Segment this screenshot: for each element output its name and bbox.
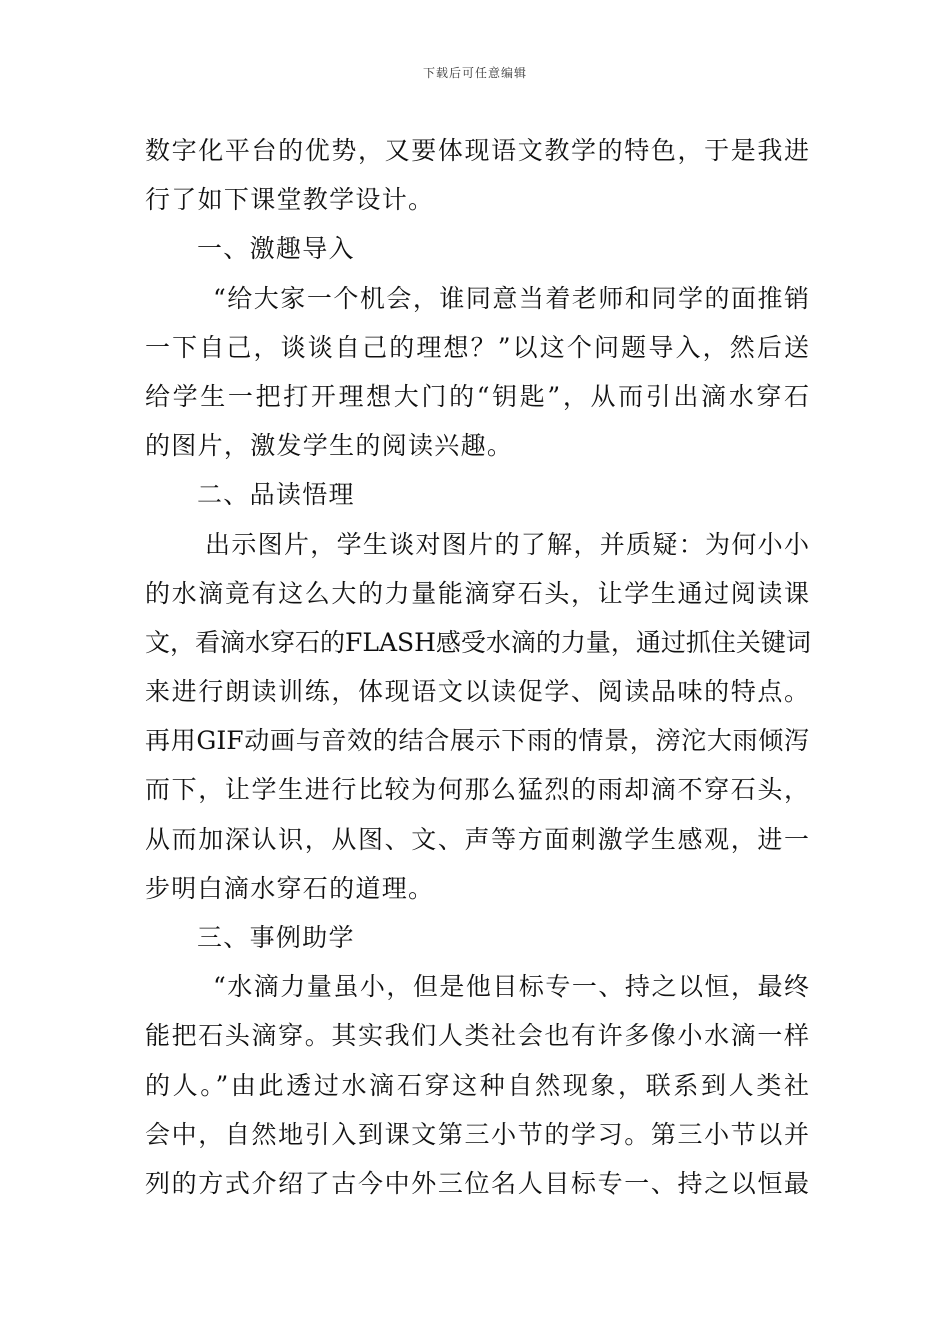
- text-line: “给大家一个机会，谁同意当着老师和同学的面推销: [213, 283, 809, 313]
- text-line: 一下自己，谈谈自己的理想？”以这个问题导入，然后送: [145, 332, 809, 362]
- text-line: 从而加深认识，从图、文、声等方面刺激学生感观，进一: [145, 824, 809, 854]
- text-line: 列的方式介绍了古今中外三位名人目标专一、持之以恒最: [145, 1168, 809, 1198]
- text-line: 数字化平台的优势，又要体现语文教学的特色，于是我进: [145, 136, 809, 165]
- page-header: 下载后可任意编辑: [422, 66, 527, 80]
- text-line: 出示图片，学生谈对图片的了解，并质疑：为何小小: [205, 529, 809, 559]
- text-line: 能把石头滴穿。其实我们人类社会也有许多像小水滴一样: [145, 1021, 809, 1051]
- text-line: 文，看滴水穿石的FLASH感受水滴的力量，通过抓住关键词: [145, 627, 811, 657]
- text-line: 来进行朗读训练，体现语文以读促学、阅读品味的特点。: [145, 677, 809, 707]
- section-heading: 三、事例助学: [197, 923, 355, 952]
- text-line: 给学生一把打开理想大门的“钥匙”，从而引出滴水穿石: [145, 381, 809, 411]
- section-heading: 一、激趣导入: [197, 234, 355, 264]
- section-heading: 二、品读悟理: [197, 480, 355, 510]
- text-line: 而下，让学生进行比较为何那么猛烈的雨却滴不穿石头，: [145, 775, 809, 805]
- text-line: 的人。”由此透过水滴石穿这种自然现象，联系到人类社: [145, 1070, 809, 1100]
- text-line: 行了如下课堂教学设计。: [145, 185, 435, 215]
- document-body: [145, 126, 809, 1208]
- text-line: “水滴力量虽小，但是他目标专一、持之以恒，最终: [213, 972, 809, 1002]
- text-line: 的水滴竟有这么大的力量能滴穿石头，让学生通过阅读课: [145, 578, 809, 608]
- text-line: 步明白滴水穿石的道理。: [145, 873, 435, 903]
- text-line: 会中，自然地引入到课文第三小节的学习。第三小节以并: [145, 1119, 809, 1149]
- text-line: 的图片，激发学生的阅读兴趣。: [145, 431, 514, 461]
- text-line: 再用GIF动画与音效的结合展示下雨的情景，滂沱大雨倾泻: [145, 726, 809, 756]
